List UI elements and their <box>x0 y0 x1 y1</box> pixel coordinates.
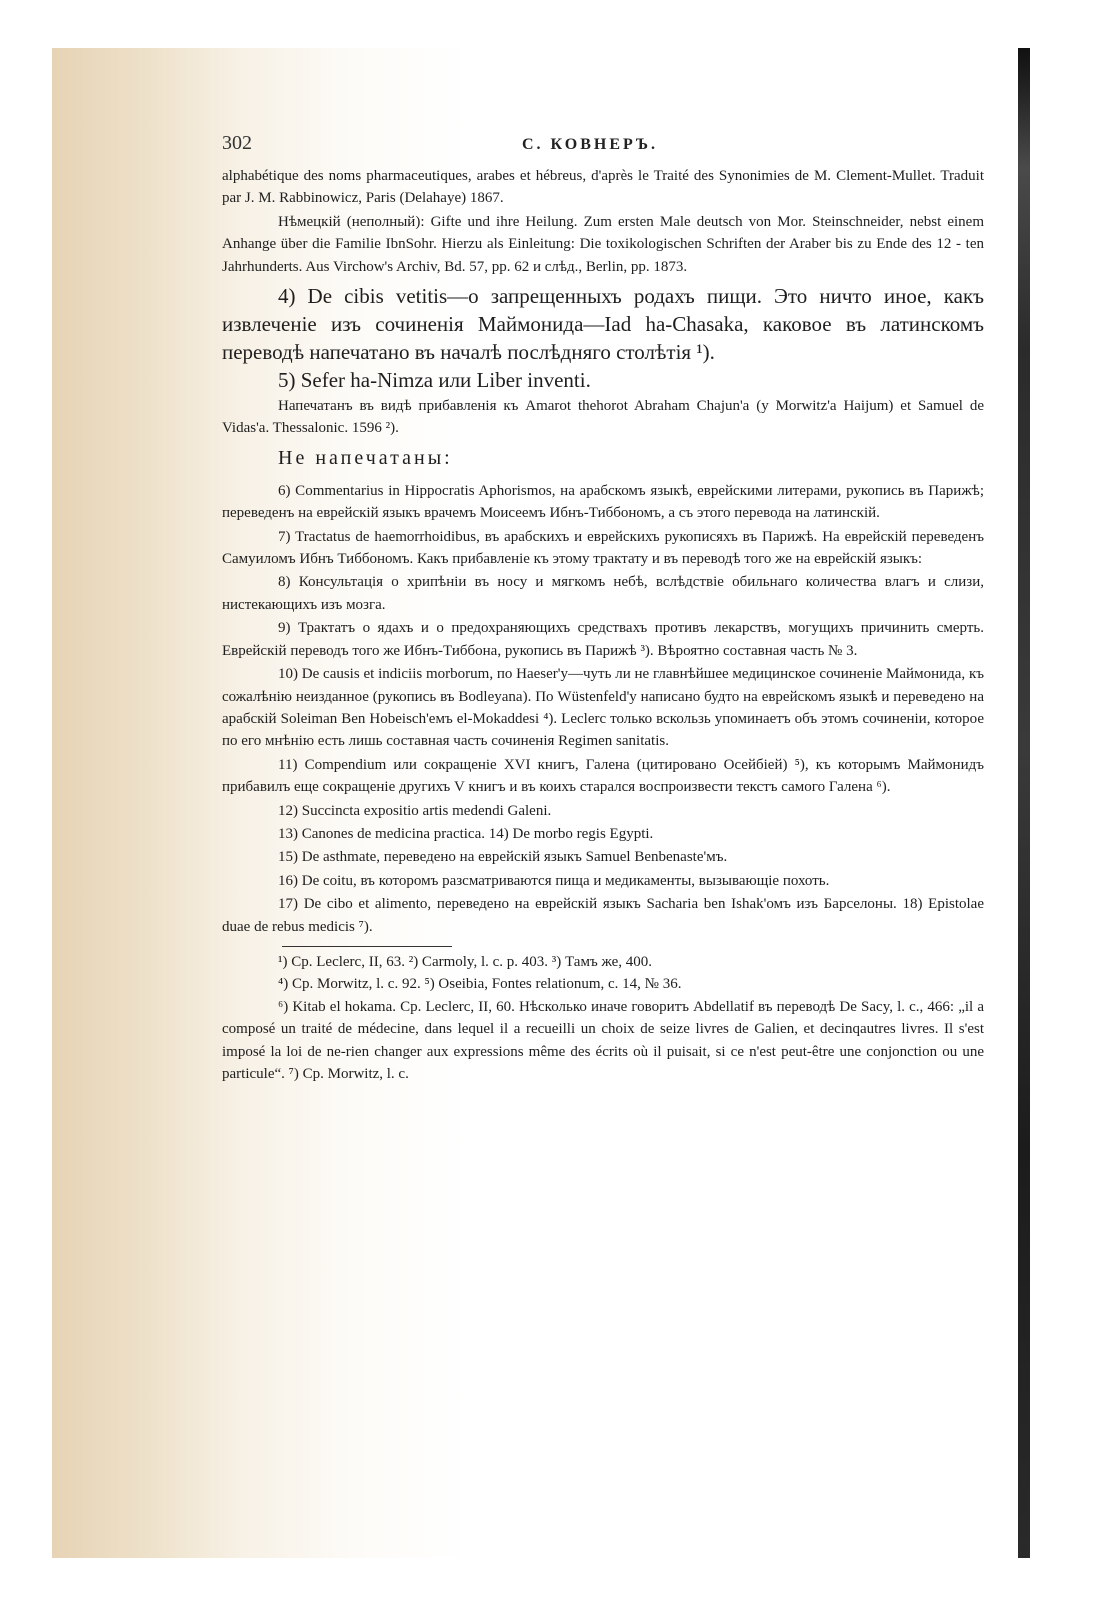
paragraph: 15) De asthmate, переведено на еврейскій языкъ Samuel Benbenaste'мъ. <box>278 849 728 866</box>
footnotes <box>222 951 984 1086</box>
paragraph: 12) Succincta expositio artis medendi Galeni. <box>278 802 552 819</box>
page-content <box>222 128 984 1086</box>
scan-edge-shadow <box>1018 48 1030 1558</box>
section-heading: Не напечатаны: <box>278 446 453 469</box>
paragraph: 6) Commentarius in Hippocratis Aphorismos, на арабскомъ языкѣ, еврейскими литерами, рукопись въ Парижѣ; переведенъ на еврейскій языкъ врачемъ Моисеемъ Ибнъ-Тиббономъ, а съ этого перевода на латинскій. <box>222 482 984 522</box>
paragraph: 16) De coitu, въ которомъ разсматриваются пища и медикаменты, вызывающіе похоть. <box>278 872 830 889</box>
footnote-divider <box>282 946 452 947</box>
paragraph: 4) De cibis vetitis—о запрещенныхъ родахъ пищи. Это ничто иное, какъ извлеченіе изъ сочиненія Маймонида—Iad ha-Chasaka, каковое въ латинскомъ переводѣ напечатано въ началѣ послѣдняго столѣтія ¹). <box>222 284 984 365</box>
paragraph: 10) De causis et indiciis morborum, по Haeser'у—чуть ли не главнѣйшее медицинское сочиненіе Маймонида, къ сожалѣнію неизданное (рукопись въ Bodleyana). По Wüstenfeld'у написано будто на еврейскомъ языкѣ и переведено на арабскій Soleiman Ben Hobeisch'емъ el-Mokaddesi ⁴). Leclerc только вскользь упоминаетъ объ этомъ сочиненіи, которое по его мнѣнію есть лишь составная часть сочиненія Regimen sanitatis. <box>222 666 984 750</box>
paragraph: Напечатанъ въ видѣ прибавленія къ Amarot thehorot Abraham Chajun'a (у Morwitz'a Haijum) et Samuel de Vidas'a. Thessalonic. 1596 ²). <box>222 398 984 437</box>
page-number: 302 <box>222 132 252 154</box>
paragraph: Нѣмецкій (неполный): Gifte und ihre Heilung. Zum ersten Male deutsch von Mor. Steinschneider, nebst einem Anhange über die Familie IbnSohr. Hierzu als Einleitung: Die toxikologischen Schriften der Araber bis zu Ende des 12 - ten Jahrhunderts. Aus Virchow's Archiv, Bd. 57, pp. 62 и слѣд., Berlin, pp. 1873. <box>222 213 984 275</box>
paragraph: 17) De cibo et alimento, переведено на еврейскій языкъ Sacharia ben Ishak'омъ изъ Барселоны. 18) Epistolae duae de rebus medicis ⁷). <box>222 896 984 935</box>
paragraph: 5) Sefer ha-Nimza или Liber inventi. <box>278 368 591 393</box>
paragraph: alphabétique des noms pharmaceutiques, arabes et hébreus, d'après le Traité des Synonimies de M. Clement-Mullet. Traduit par J. M. Rabbinowicz, Paris (Delahaye) 1867. <box>222 168 984 207</box>
paragraph: 13) Canones de medicina practica. 14) De morbo regis Egypti. <box>278 825 654 842</box>
page-header <box>222 128 984 164</box>
running-head: С. КОВНЕРЪ. <box>522 136 659 153</box>
paragraph: 8) Консультація о хрипѣніи въ носу и мягкомъ небѣ, вслѣдствіе обильнаго количества влагъ и слизи, нистекающихъ изъ мозга. <box>222 574 984 613</box>
paragraph: 7) Tractatus de haemorrhoidibus, въ арабскихъ и еврейскихъ рукописяхъ въ Парижѣ. На еврейскій переведенъ Самуиломъ Ибнъ Тиббономъ. Какъ прибавленіе къ этому трактату и въ переводѣ того же на еврейскій языкъ: <box>222 528 984 568</box>
paragraph: 9) Трактатъ о ядахъ и о предохраняющихъ средствахъ противъ лекарствъ, могущихъ причинить смерть. Еврейскій переводъ того же Ибнъ-Тиббона, рукопись въ Парижѣ ³). Вѣроятно составная часть № 3. <box>222 620 984 659</box>
body-text <box>222 165 984 938</box>
footnote: ¹) Ср. Leclerc, II, 63. ²) Carmoly, l. c. p. 403. ³) Тамъ же, 400. <box>278 953 653 970</box>
footnote: ⁶) Kitab el hokama. Ср. Leclerc, II, 60. Нѣсколько иначе говоритъ Abdellatif въ переводѣ De Sacy, l. c., 466: „il a composé un traité de médecine, dans lequel il a recueilli un choix de seize livres de Galien, et decinqautres livres. Il s'est imposé la loi de ne-rien changer aux expressions même des écrits où il puisait, si ce n'est peut-être une conjonction ou une particule“. ⁷) Ср. Morwitz, l. c. <box>222 998 984 1083</box>
paragraph: 11) Compendium или сокращеніе XVI книгъ, Галена (цитировано Осейбіей) ⁵), къ которымъ Маймонидъ прибавилъ еще сокращеніе другихъ V книгъ и въ коихъ старался воспроизвести текстъ самого Галена ⁶). <box>222 756 984 796</box>
footnote: ⁴) Ср. Morwitz, l. c. 92. ⁵) Oseibia, Fontes relationum, c. 14, № 36. <box>278 976 682 993</box>
